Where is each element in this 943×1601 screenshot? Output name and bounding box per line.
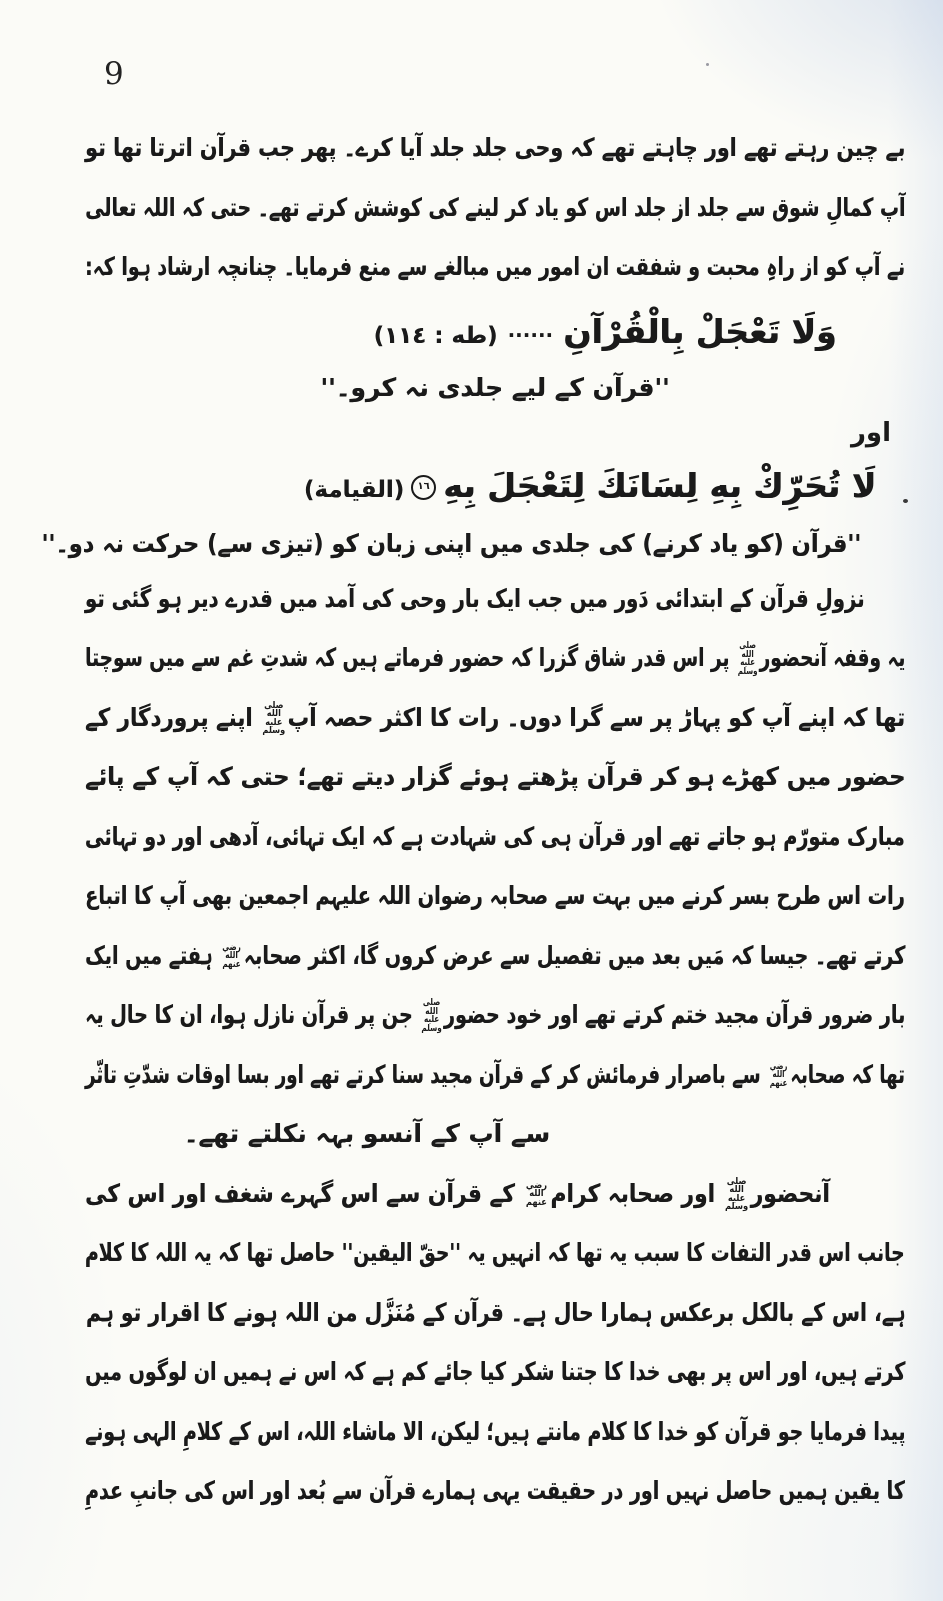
arabic-verse-text: وَلَا تَعْجَلْ بِالْقُرْآنِ <box>563 311 837 351</box>
text-segment: مبارک متورّم ہو جاتے تھے اور قرآن ہی کی شہادت ہے کہ ایک تہائی، آدھی اور دو تہائی <box>85 821 905 851</box>
honorific-mark: صلى الله عليه وسلم <box>725 1175 749 1212</box>
quran-verse-line <box>85 297 905 363</box>
line-content <box>85 178 905 238</box>
text-line <box>85 1402 905 1462</box>
verse-reference: (القيامة) <box>303 476 405 503</box>
text-segment: سے باصرار فرمائش کر کے قرآن مجید سنا کرتے تھے اور بسا اوقات شدّتِ تاثّر <box>85 1059 768 1089</box>
text-segment: کرتے ہیں، اور اس پر بھی خدا کا جتنا شکر کیا جائے کم ہے کہ اس نے ہمیں ان لوگوں میں <box>84 1357 905 1386</box>
text-line <box>85 1045 905 1105</box>
text-segment: جانب اس قدر التفات کا سبب یہ تھا کہ انہیں یہ ''حقّ الیقین'' حاصل تھا کہ یہ اللہ کا کلام <box>85 1238 905 1267</box>
text-line <box>85 1223 905 1283</box>
text-line <box>85 1104 905 1164</box>
text-line <box>85 569 905 629</box>
honorific-mark: رضي الله عنهم <box>222 941 241 970</box>
honorific-mark: رضي الله عنهم <box>769 1060 788 1089</box>
translation-line <box>85 363 905 413</box>
verse-reference: (طه : ١١٤) <box>373 322 498 349</box>
text-segment: اپنے پروردگار کے <box>84 702 261 732</box>
ink-speck <box>706 63 709 66</box>
paragraph <box>85 1164 905 1521</box>
line-content <box>85 807 905 867</box>
text-line <box>85 688 905 748</box>
line-content <box>85 569 865 629</box>
line-content <box>85 985 905 1045</box>
text-column <box>41 118 905 1521</box>
ink-speck <box>903 499 908 503</box>
ellipsis-dots: ...... <box>507 317 554 342</box>
text-segment: تھا کہ اپنے آپ کو پہاڑ پر سے گرا دوں۔ رات کا اکثر حصہ آپ <box>287 702 905 732</box>
text-segment: کرتے تھے۔ جیسا کہ مَیں بعد میں تفصیل سے عرض کروں گا، اکثر صحابہ <box>243 940 905 970</box>
text-line <box>85 118 905 178</box>
verse-content <box>304 453 876 523</box>
paragraph <box>85 569 905 1164</box>
text-segment: آپ کمالِ شوق سے جلد از جلد اس کو یاد کر لینے کی کوشش کرتے تھے۔ حتی کہ اللہ تعالی <box>84 192 905 222</box>
honorific-mark: صلى الله عليه وسلم <box>262 699 286 736</box>
text-line <box>85 1164 905 1224</box>
line-content <box>85 1342 905 1402</box>
text-line <box>85 985 905 1045</box>
text-line <box>85 747 905 807</box>
translation-line <box>41 519 905 569</box>
line-content <box>85 926 905 986</box>
text-segment: تھا کہ صحابہ <box>790 1059 905 1089</box>
text-line <box>85 1342 905 1402</box>
text-segment: نزولِ قرآن کے ابتدائی دَور میں جب ایک بار وحی کی آمد میں قدرے دیر ہو گئی تو <box>85 583 865 613</box>
line-content <box>85 1402 905 1462</box>
text-segment: یہ وقفہ آنحضور <box>759 643 905 672</box>
line-content <box>85 1461 905 1521</box>
text-line <box>85 807 905 867</box>
text-segment: کا یقین ہمیں حاصل نہیں اور در حقیقت یہی ہمارے قرآن سے بُعد اور اس کی جانبِ عدمِ <box>85 1476 905 1505</box>
text-segment: آنحضور <box>750 1178 830 1208</box>
line-content <box>85 1223 905 1283</box>
line-content <box>85 1045 905 1105</box>
text-line <box>85 866 905 926</box>
text-segment: سے آپ کے آنسو بہہ نکلتے تھے۔ <box>183 1119 550 1148</box>
honorific-mark: رضي الله عنهم <box>526 1179 548 1208</box>
text-line <box>85 1461 905 1521</box>
connector-content: اور <box>850 417 891 448</box>
translation-content: ''قرآن کے لیے جلدی نہ کرو۔'' <box>320 372 670 402</box>
text-segment: ہے، اس کے بالکل برعکس ہمارا حال ہے۔ قرآن کے مُنَزَّل من اللہ ہونے کا اقرار تو ہم <box>85 1297 905 1327</box>
honorific-mark: صلى الله عليه وسلم <box>737 640 758 677</box>
text-segment: کے قرآن سے اس گہرے شغف اور اس کی <box>85 1178 523 1208</box>
line-content <box>85 866 905 926</box>
text-segment: رات اس طرح بسر کرنے میں بہت سے صحابہ رضوان اللہ علیہم اجمعین بھی آپ کا اتباع <box>85 881 905 910</box>
text-line <box>85 1283 905 1343</box>
line-content <box>85 628 905 688</box>
arabic-verse-text: لَا تُحَرِّكْ بِهِ لِسَانَكَ لِتَعْجَلَ بِهِ <box>443 465 877 505</box>
text-segment: اور صحابہ کرام <box>550 1178 723 1208</box>
text-line <box>85 926 905 986</box>
text-segment: بار ضرور قرآن مجید ختم کرتے تھے اور خود حضور <box>443 1000 905 1029</box>
line-content <box>85 1283 905 1343</box>
text-segment: نے آپ کو از راہِ محبت و شفقت ان امور میں مبالغے سے منع فرمایا۔ چنانچہ ارشاد ہوا کہ: <box>84 252 905 281</box>
text-segment: ہفتے میں ایک <box>84 940 220 970</box>
ayah-end-marker-icon: ١٦ <box>411 475 436 500</box>
verse-content <box>374 297 837 369</box>
line-content <box>184 1104 550 1164</box>
honorific-mark: صلى الله عليه وسلم <box>421 997 442 1034</box>
text-segment: جن پر قرآن نازل ہوا، ان کا حال یہ <box>84 1000 420 1029</box>
text-segment: حضور میں کھڑے ہو کر قرآن پڑھتے ہوئے گزار دیتے تھے؛ حتی کہ آپ کے پائے <box>84 762 905 791</box>
page-number: 9 <box>104 56 124 92</box>
text-segment: پر اس قدر شاق گزرا کہ حضور فرماتے ہیں کہ شدتِ غم سے میں سوچتا <box>84 643 736 672</box>
line-content <box>85 688 905 748</box>
quran-verse-line <box>85 453 905 519</box>
paragraph <box>85 118 905 297</box>
line-content <box>85 1164 830 1224</box>
line-content <box>85 747 905 807</box>
text-line <box>85 628 905 688</box>
translation-content: ''قرآن (کو یاد کرنے) کی جلدی میں اپنی زبان کو (تیزی سے) حرکت نہ دو۔'' <box>41 528 862 558</box>
line-content <box>85 237 905 297</box>
connector-word <box>85 413 905 453</box>
text-line <box>85 237 905 297</box>
text-line <box>85 178 905 238</box>
text-segment: پیدا فرمایا جو قرآن کو خدا کا کلام مانتے ہیں؛ لیکن، الا ماشاء اللہ، اس کے کلامِ الہی ہونے <box>84 1416 905 1446</box>
text-segment: بے چین رہتے تھے اور چاہتے تھے کہ وحی جلد جلد آیا کرے۔ پھر جب قرآن اترتا تھا تو <box>84 133 905 162</box>
line-content <box>85 118 905 178</box>
